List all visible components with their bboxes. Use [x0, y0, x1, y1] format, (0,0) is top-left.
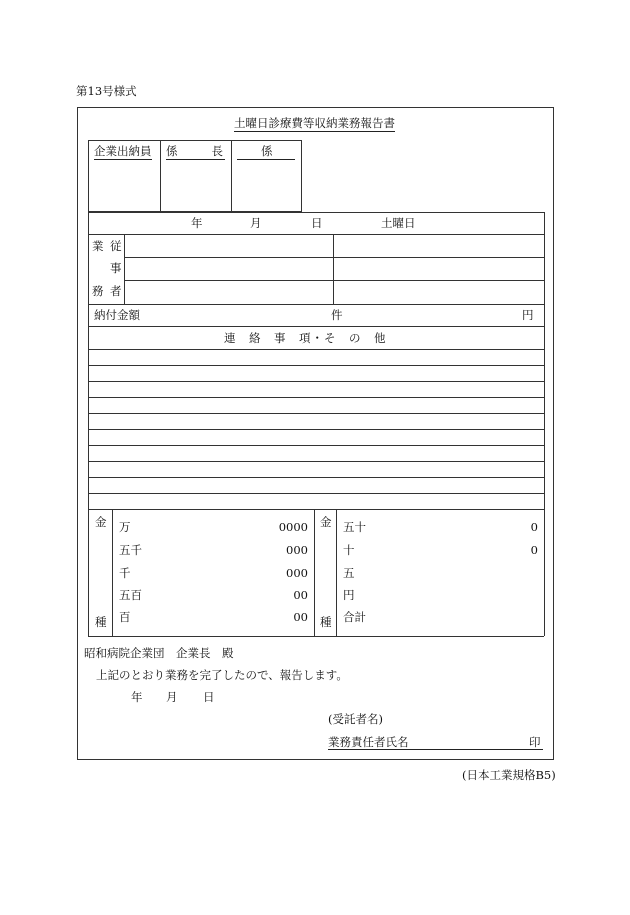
payment-yen-unit: 円	[522, 308, 534, 322]
denom-left-label: 五千	[119, 543, 142, 557]
responsible-label: 業務責任者氏名	[328, 735, 409, 749]
denom-left-label: 千	[119, 566, 131, 580]
worker-char-3: 事	[110, 261, 122, 275]
denom-right-label: 五	[343, 566, 355, 580]
denomination-kin-left: 金	[95, 515, 107, 529]
notes-line	[88, 413, 544, 414]
signature-line	[328, 749, 543, 750]
denom-left-value: 000	[286, 566, 308, 580]
denom-right-label: 五十	[343, 520, 366, 534]
approval-staff-label: 係	[237, 146, 295, 160]
denom-right-value: 0	[530, 520, 538, 534]
notes-line	[88, 381, 544, 382]
denomination-kin-right: 金	[320, 515, 332, 529]
seal-mark: 印	[529, 735, 541, 749]
notes-line	[88, 445, 544, 446]
notes-line	[88, 477, 544, 478]
denom-left-value: 000	[286, 543, 308, 557]
denomination-shu-left: 種	[95, 615, 107, 629]
denom-right-label: 十	[343, 543, 355, 557]
denom-right-label: 合計	[343, 610, 366, 624]
denom-left-label: 百	[119, 610, 131, 624]
completion-statement: 上記のとおり業務を完了したので、報告します。	[96, 668, 348, 682]
paper-size-note: (日本工業規格B5)	[462, 768, 556, 782]
payment-label: 納付金額	[94, 308, 140, 322]
notes-line	[88, 461, 544, 462]
payment-count-unit: 件	[331, 308, 343, 322]
addressee: 昭和病院企業団 企業長 殿	[84, 646, 234, 660]
notes-line	[88, 365, 544, 366]
denom-right-value: 0	[530, 543, 538, 557]
denomination-shu-right: 種	[320, 615, 332, 629]
report-year: 年	[131, 690, 143, 704]
denom-right-label: 円	[343, 588, 355, 602]
worker-char-2: 従	[110, 239, 122, 253]
worker-char-5: 者	[110, 284, 122, 298]
report-month: 月	[166, 690, 178, 704]
notes-line	[88, 429, 544, 430]
worker-char-1: 業	[92, 239, 104, 253]
date-day: 日	[311, 216, 323, 230]
date-year: 年	[191, 216, 203, 230]
denom-left-value: 00	[293, 588, 308, 602]
notes-header: 連 絡 事 項・そ の 他	[224, 331, 387, 345]
notes-line	[88, 493, 544, 494]
approval-chief-label: 係 長	[166, 144, 223, 158]
contractor-label: (受託者名)	[328, 712, 383, 726]
date-month: 月	[250, 216, 262, 230]
report-day: 日	[203, 690, 215, 704]
worker-char-4: 務	[92, 284, 104, 298]
denom-left-value: 00	[293, 610, 308, 624]
denom-left-label: 五百	[119, 588, 142, 602]
denom-left-label: 万	[119, 520, 131, 534]
form-title: 土曜日診療費等収納業務報告書	[234, 116, 395, 130]
form-number: 第13号様式	[76, 84, 137, 98]
notes-line	[88, 397, 544, 398]
denom-left-value: 0000	[278, 520, 308, 534]
date-saturday: 土曜日	[381, 216, 416, 230]
approval-cashier-label: 企業出納員	[94, 144, 152, 158]
